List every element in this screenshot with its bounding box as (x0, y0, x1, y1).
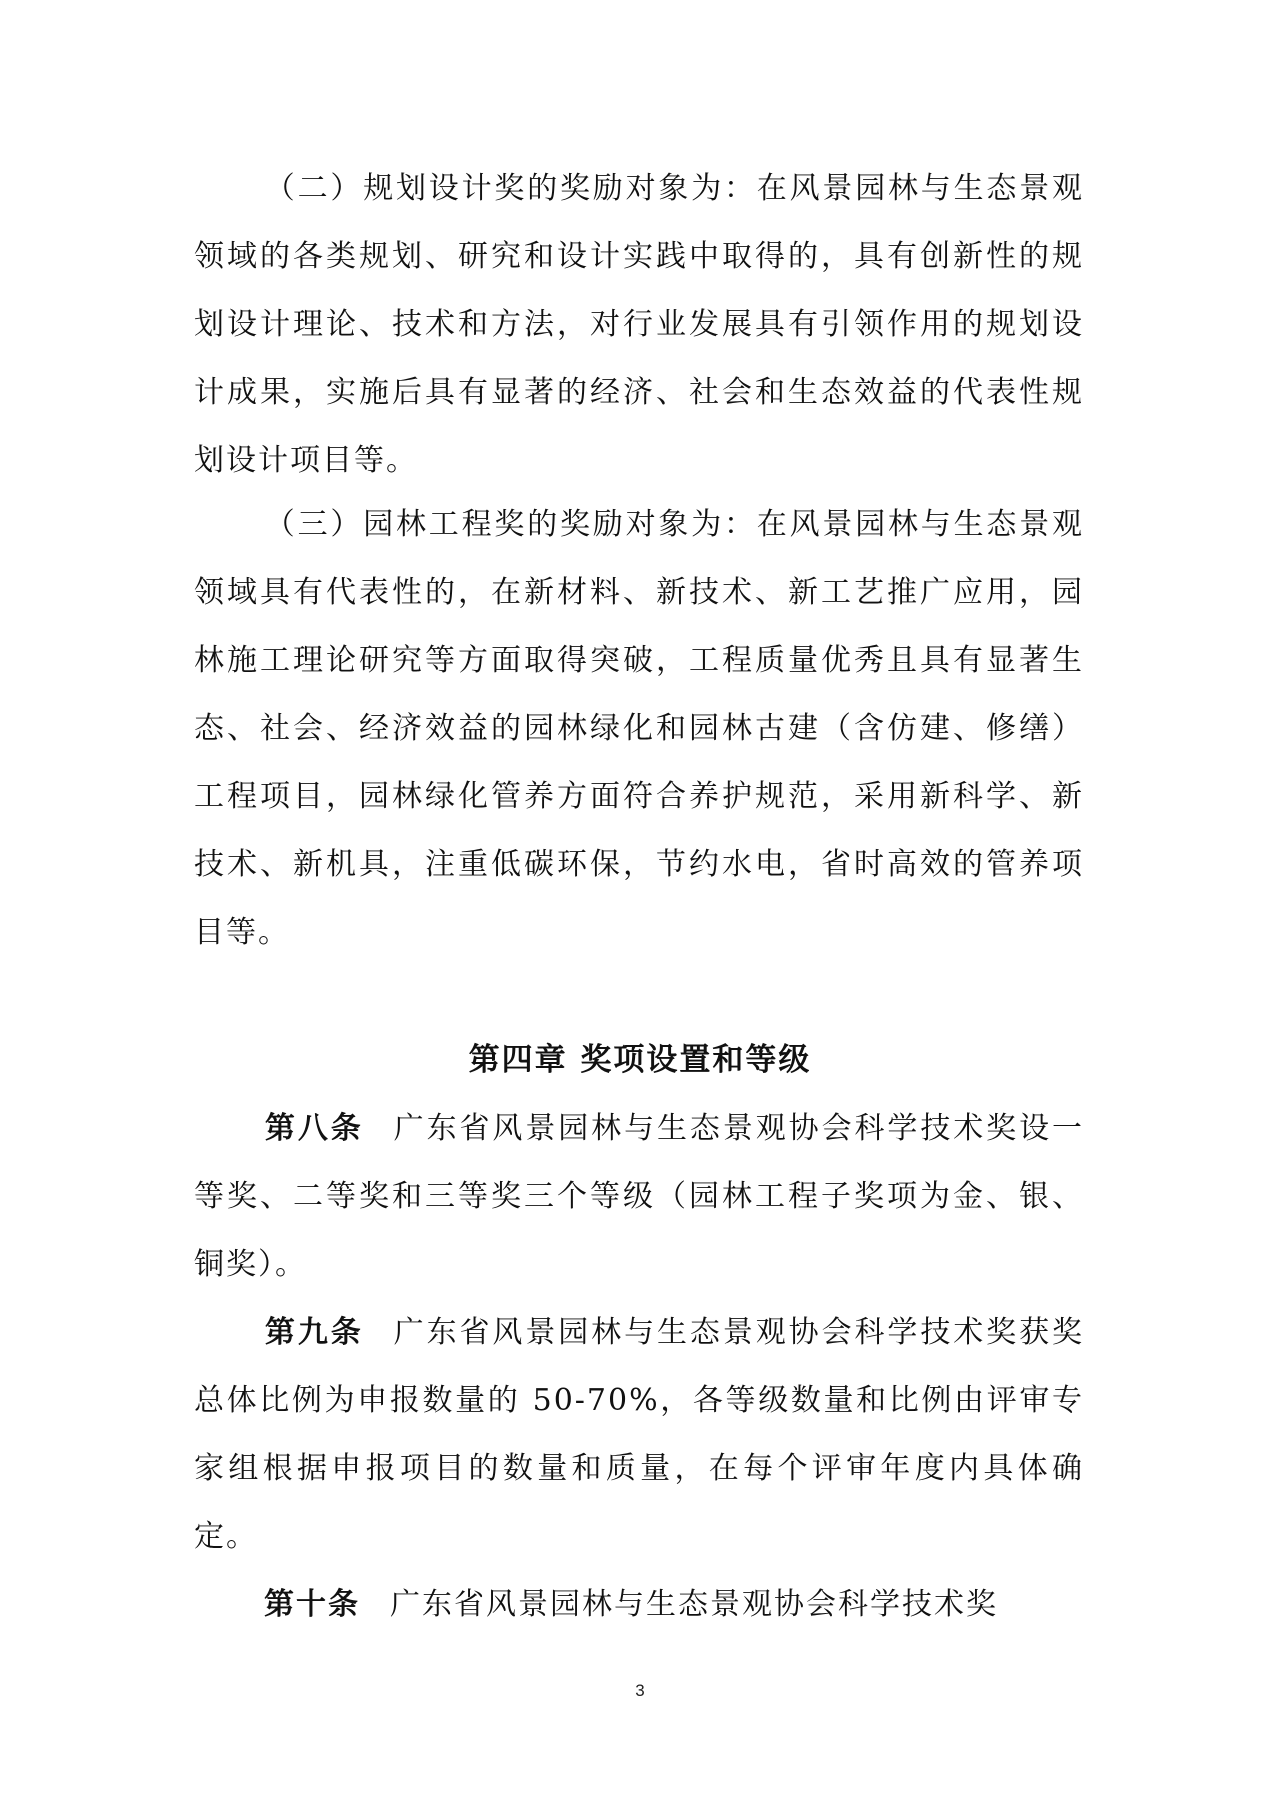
article-text: 广东省风景园林与生态景观协会科学技术奖 (390, 1587, 998, 1622)
article-10 (194, 1571, 1084, 1639)
paragraph-garden-engineering-award (194, 491, 1084, 967)
article-9 (194, 1299, 1084, 1571)
paragraph-text: （三）园林工程奖的奖励对象为：在风景园林与生态景观领域具有代表性的，在新材料、新技术、新工艺推广应用，园林施工理论研究等方面取得突破，工程质量优秀且具有显著生态、社会、经济效益的园林绿化和园林古建（含仿建、修缮）工程项目，园林绿化管养方面符合养护规范，采用新科学、新技术、新机具，注重低碳环保，节约水电，省时高效的管养项目等。 (194, 507, 1084, 950)
article-label: 第八条 (264, 1111, 364, 1146)
page-number: 3 (635, 1681, 645, 1700)
article-label: 第十条 (264, 1587, 360, 1622)
article-label: 第九条 (264, 1315, 364, 1350)
article-text: 广东省风景园林与生态景观协会科学技术奖获奖总体比例为申报数量的 50-70%，各等级数量和比例由评审专家组根据申报项目的数量和质量，在每个评审年度内具体确定。 (194, 1315, 1085, 1554)
article-8 (194, 1095, 1084, 1299)
chapter-heading: 第四章 奖项设置和等级 (468, 1042, 812, 1078)
paragraph-text: （二）规划设计奖的奖励对象为：在风景园林与生态景观领域的各类规划、研究和设计实践中取得的，具有创新性的规划设计理论、技术和方法，对行业发展具有引领作用的规划设计成果，实施后具有显著的经济、社会和生态效益的代表性规划设计项目等。 (194, 171, 1084, 478)
article-text: 广东省风景园林与生态景观协会科学技术奖设一等奖、二等奖和三等奖三个等级（园林工程子奖项为金、银、铜奖）。 (194, 1111, 1085, 1282)
paragraph-planning-design-award (194, 155, 1084, 495)
